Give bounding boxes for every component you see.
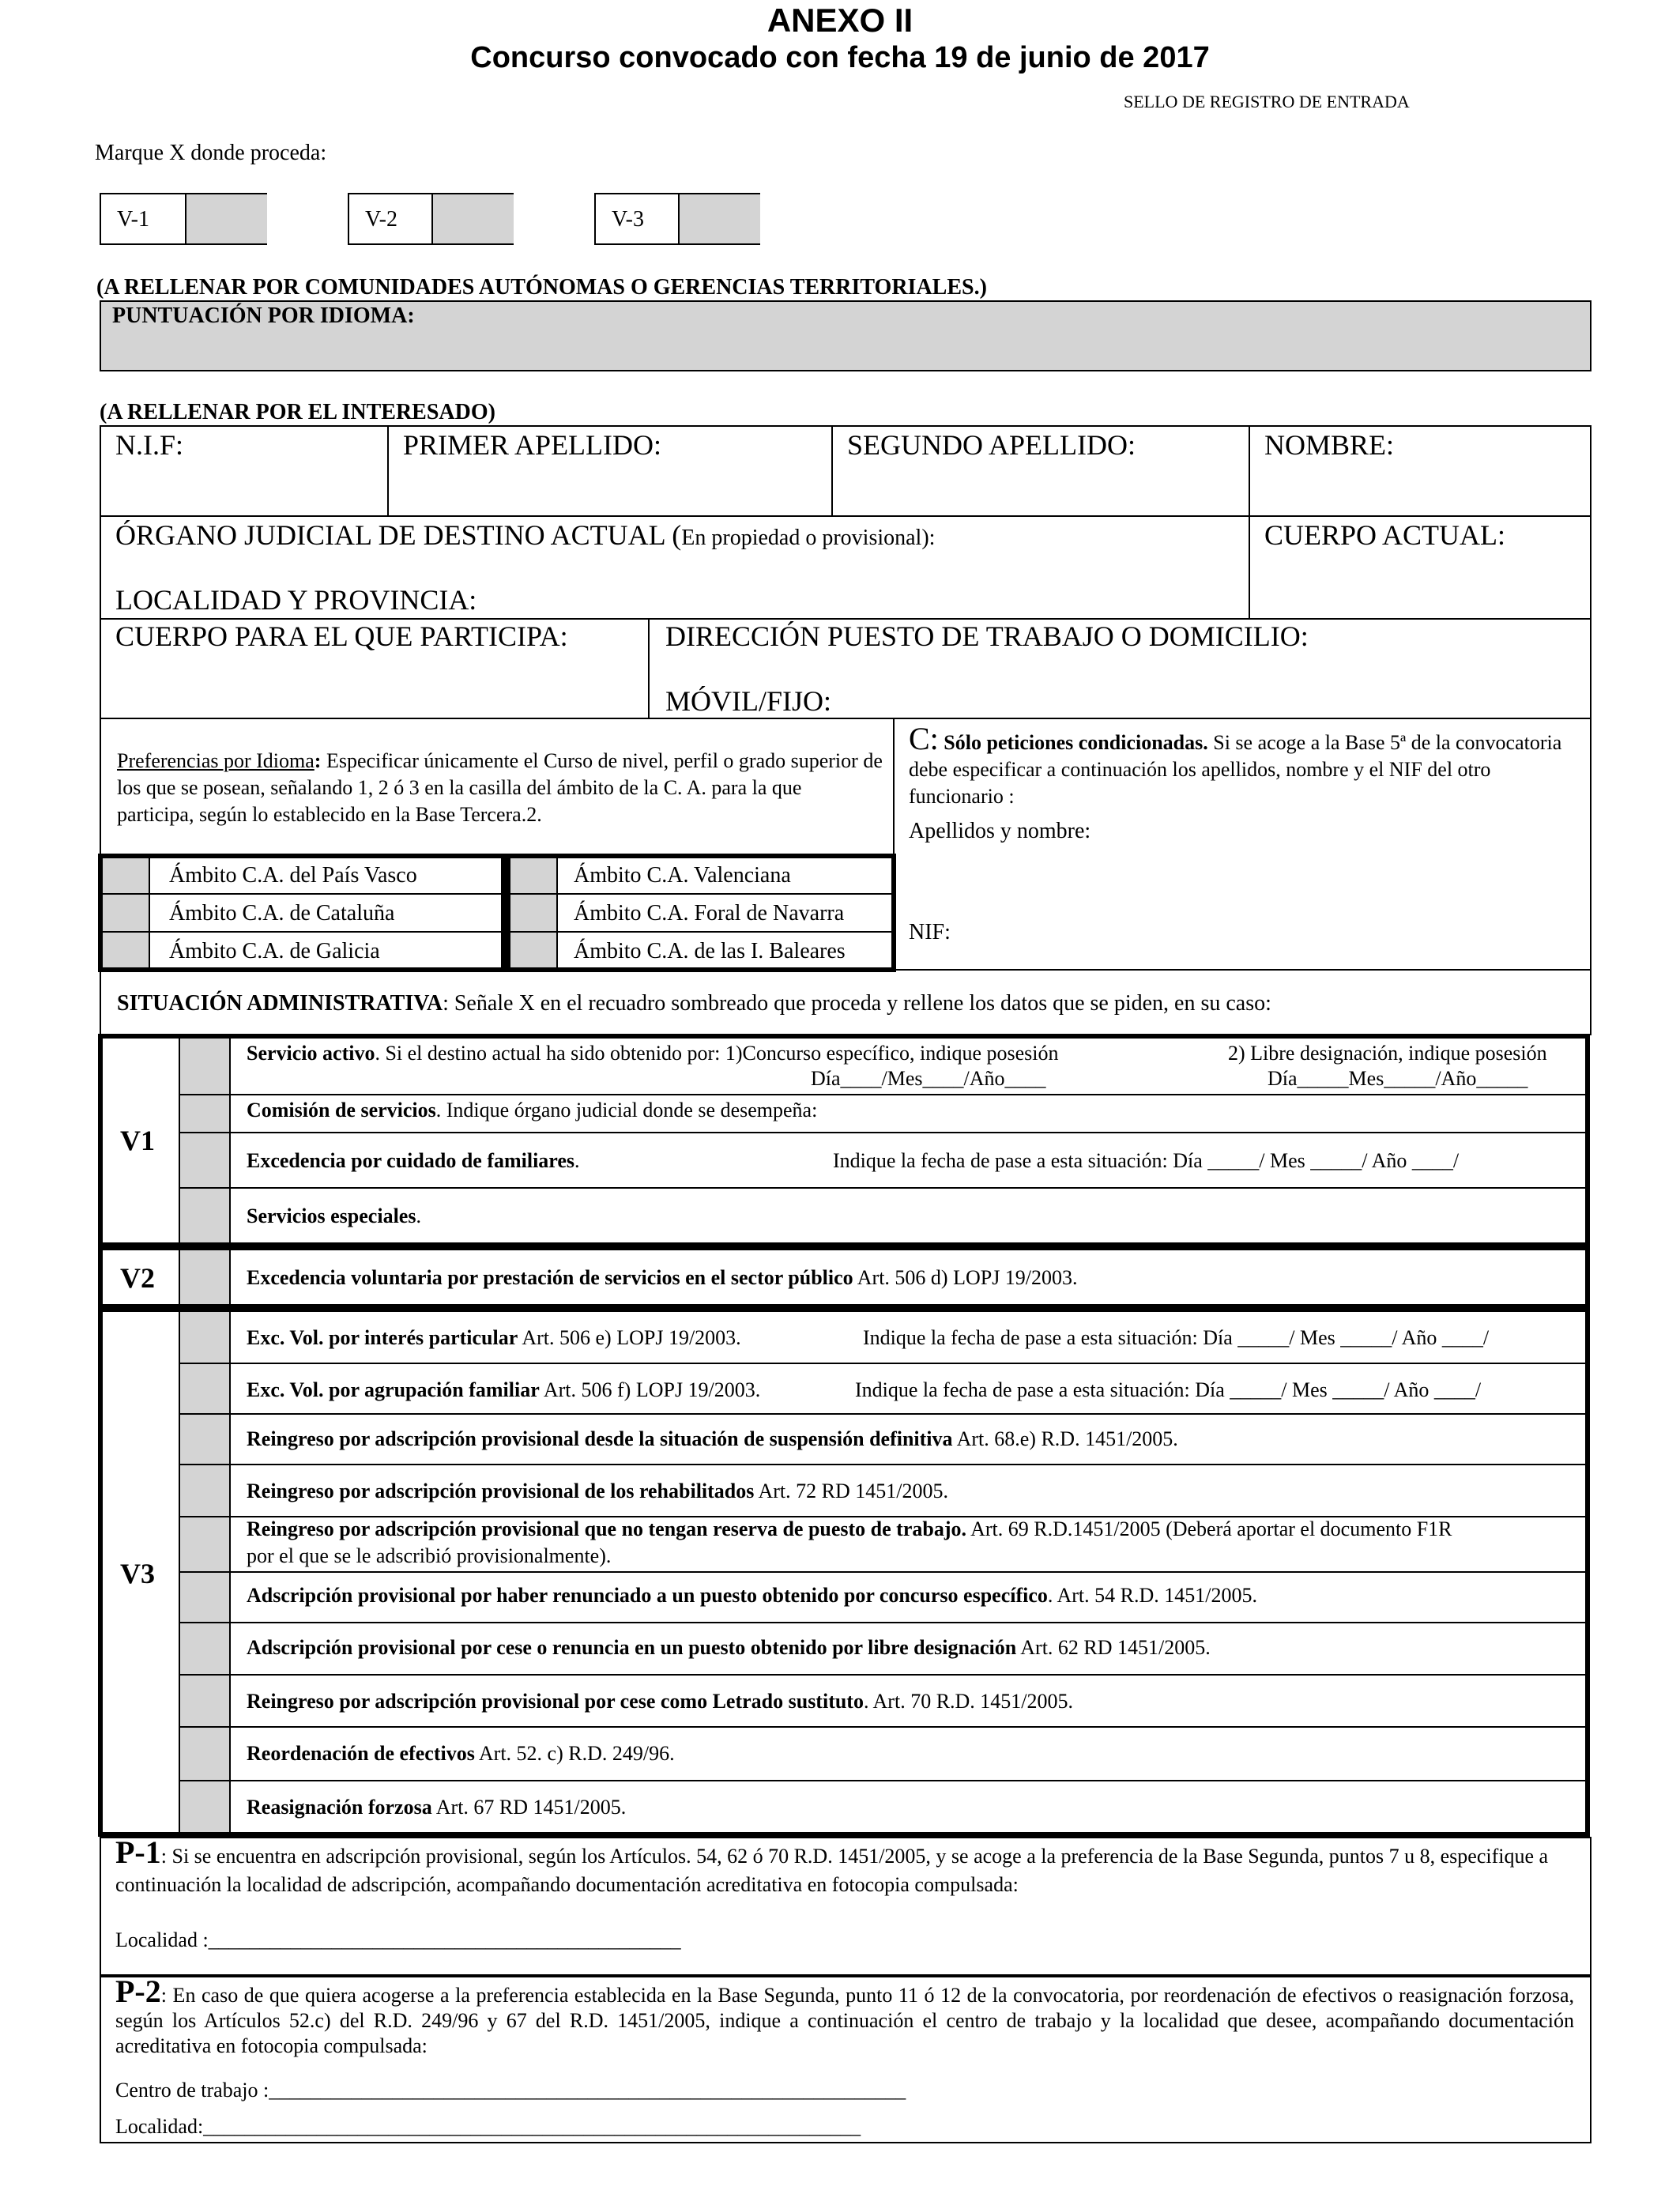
instruction-text: Marque X donde proceda:: [95, 141, 327, 165]
nif-field[interactable]: N.I.F:: [115, 429, 184, 461]
v1-label: V1: [120, 1125, 155, 1156]
language-preferences-description: Especificar únicamente el Curso de nivel, perfil o grado superior de los que se posean, señalando 1, 2 ó 3 en la casilla del ámbito de la C. A. para la que participa, según lo establecido en la Base Tercera.2.: [117, 749, 883, 826]
v3-row-suspension: [247, 1427, 1178, 1451]
v3-row-4-heading: Reingreso por adscripción provisional que no tengan reserva de puesto de trabajo.: [247, 1517, 967, 1540]
language-checkbox-catalonia[interactable]: [103, 895, 149, 931]
v3-row-6-heading: Adscripción provisional por cese o renuncia en un puesto obtenido por libre designación: [247, 1636, 1017, 1659]
v3-row-7-heading: Reingreso por adscripción provisional por cese como Letrado sustituto: [247, 1690, 864, 1713]
conditional-nif-field[interactable]: NIF:: [909, 920, 951, 944]
v3-row-9-description: Art. 67 RD 1451/2005.: [431, 1796, 627, 1819]
language-option-basque: Ámbito C.A. del País Vasco: [169, 863, 417, 888]
v3-row-7-description: . Art. 70 R.D. 1451/2005.: [863, 1690, 1074, 1713]
option-v2-checkbox[interactable]: [431, 194, 514, 243]
language-option-baleares: Ámbito C.A. de las I. Baleares: [574, 939, 846, 963]
v3-row-8-heading: Reordenación de efectivos: [247, 1742, 475, 1765]
v1-active-text: [247, 1042, 1059, 1065]
option-v3[interactable]: [594, 193, 760, 245]
page-subtitle: Concurso convocado con fecha 19 de junio de 2017: [470, 41, 1210, 74]
option-v1-label: V-1: [117, 207, 149, 232]
v2-label: V2: [120, 1262, 155, 1294]
v1-family-leave-date[interactable]: Indique la fecha de pase a esta situación: Día _____/ Mes _____/ Año ____/: [833, 1149, 1460, 1172]
option-v2[interactable]: [348, 193, 514, 245]
p1-label: P-1: [115, 1834, 161, 1870]
organ-label: ÓRGANO JUDICIAL DE DESTINO ACTUAL (: [115, 519, 682, 551]
v3-row-family: [247, 1378, 760, 1402]
p1-locality-field[interactable]: Localidad :______________________________________________: [115, 1928, 681, 1951]
v3-row-2-description: Art. 68.e) R.D. 1451/2005.: [952, 1427, 1178, 1450]
v3-row-5-description: . Art. 54 R.D. 1451/2005.: [1047, 1584, 1257, 1607]
option-v3-checkbox[interactable]: [678, 194, 760, 243]
situation-label: SITUACIÓN ADMINISTRATIVA: [117, 991, 443, 1016]
page-title: ANEXO II: [767, 2, 913, 39]
option-v2-label: V-2: [365, 207, 397, 232]
language-preferences-label: Preferencias por Idioma: [117, 749, 315, 772]
p2-description: : En caso de que quiera acogerse a la preferencia establecida en la Base Segunda, punto 11 ó 12 de la convocatoria, por reordenación de efectivos o reasignación forzosa, según los Artículos 52.c) del R.D. 249/96 y 67 del R.D. 1451/2005, indique a continuación el centro de trabajo y la localidad que desee, acompañando documentación acreditativa en fotocopia compulsada:: [115, 1984, 1574, 2057]
phone-field[interactable]: MÓVIL/FIJO:: [665, 685, 832, 717]
conditional-names-field[interactable]: Apellidos y nombre:: [909, 819, 1091, 843]
v3-row-2-heading: Reingreso por adscripción provisional desde la situación de suspensión definitiva: [247, 1427, 953, 1450]
v3-checkbox-family[interactable]: [180, 1364, 229, 1413]
v1-free-designation-text: 2) Libre designación, indique posesión: [1228, 1042, 1547, 1065]
p2-label: P-2: [115, 1973, 161, 2009]
v1-family-leave-dot: .: [574, 1149, 580, 1172]
v3-row-3-heading: Reingreso por adscripción provisional de los rehabilitados: [247, 1480, 755, 1502]
situation-header: [100, 969, 1591, 1035]
language-checkbox-galicia[interactable]: [103, 933, 149, 967]
situation-description: : Señale X en el recuadro sombreado que proceda y rellene los datos que se piden, en su caso:: [443, 991, 1271, 1016]
v2-text: [247, 1266, 1078, 1290]
address-field[interactable]: DIRECCIÓN PUESTO DE TRABAJO O DOMICILIO:: [665, 620, 1309, 652]
v1-date-contest[interactable]: Día____/Mes____/Año____: [811, 1067, 1046, 1090]
v3-row-no-reserve: [247, 1516, 1479, 1570]
v3-row-0-heading: Exc. Vol. por interés particular: [247, 1326, 518, 1349]
v3-row-reorganisation: [247, 1742, 675, 1766]
entry-stamp-label: SELLO DE REGISTRO DE ENTRADA: [1124, 92, 1410, 111]
conditional-description: Si se acoge a la Base 5ª de la convocatoria debe especificar a continuación los apellidos, nombre y el NIF del otro funcionario :: [909, 731, 1562, 808]
language-checkbox-valencia[interactable]: [510, 858, 556, 893]
v3-row-free-designation: [247, 1636, 1211, 1660]
applicant-heading: (A RELLENAR POR EL INTERESADO): [100, 400, 495, 424]
p2-text: [115, 1973, 1574, 2059]
v1-commission-label: Comisión de servicios: [247, 1099, 436, 1122]
v3-row-6-description: Art. 62 RD 1451/2005.: [1016, 1636, 1211, 1659]
v3-row-personal-interest: [247, 1326, 741, 1350]
v3-family-date[interactable]: Indique la fecha de pase a esta situación: Día _____/ Mes _____/ Año ____/: [855, 1378, 1482, 1401]
v3-row-rehabilitated: [247, 1480, 948, 1503]
v1-family-leave-label: Excedencia por cuidado de familiares: [247, 1149, 575, 1172]
conditional-request-text: [909, 721, 1577, 810]
v3-checkbox-reorganisation[interactable]: [180, 1728, 229, 1780]
language-checkbox-basque[interactable]: [103, 858, 149, 893]
p2-locality-field[interactable]: Localidad:________________________________________________________________: [115, 2115, 861, 2138]
v1-special-services-checkbox[interactable]: [180, 1189, 229, 1242]
first-surname-field[interactable]: PRIMER APELLIDO:: [403, 429, 662, 461]
v3-label: V3: [120, 1558, 155, 1589]
v1-commission-text: [247, 1099, 817, 1122]
v1-special-services-dot: .: [416, 1204, 421, 1227]
v3-checkbox-free-designation[interactable]: [180, 1623, 229, 1674]
language-preferences-colon: :: [314, 749, 322, 772]
language-checkbox-baleares[interactable]: [510, 933, 556, 967]
v3-checkbox-specific-contest[interactable]: [180, 1573, 229, 1622]
v3-checkbox-forced[interactable]: [180, 1781, 229, 1832]
participating-body-field[interactable]: CUERPO PARA EL QUE PARTICIPA:: [115, 620, 568, 652]
v1-active-label: Servicio activo: [247, 1042, 375, 1065]
organ-note: En propiedad o provisional):: [681, 526, 936, 550]
v1-family-leave-checkbox[interactable]: [180, 1133, 229, 1187]
language-score-label: PUNTUACIÓN POR IDIOMA:: [112, 303, 415, 328]
v3-checkbox-suspension[interactable]: [180, 1415, 229, 1464]
v1-commission-description: . Indique órgano judicial donde se desempeña:: [435, 1099, 818, 1122]
v1-commission-checkbox[interactable]: [180, 1095, 229, 1132]
v3-checkbox-substitute[interactable]: [180, 1676, 229, 1726]
v1-special-services-text: [247, 1204, 421, 1228]
v3-checkbox-personal-interest[interactable]: [180, 1314, 229, 1363]
v3-row-3-description: Art. 72 RD 1451/2005.: [754, 1480, 948, 1502]
v1-special-services-label: Servicios especiales: [247, 1204, 416, 1227]
language-option-navarra: Ámbito C.A. Foral de Navarra: [574, 901, 845, 925]
organ-field[interactable]: [115, 518, 935, 552]
locality-field[interactable]: LOCALIDAD Y PROVINCIA:: [115, 584, 477, 616]
p1-description: : Si se encuentra en adscripción provisional, según los Artículos. 54, 62 ó 70 R.D. 1451/2005, y se acoge a la preferencia de la Base Segunda, puntos 7 u 8, especifique a continuación la localidad de adscripción, acompañando documentación acreditativa en fotocopia compulsada:: [115, 1845, 1549, 1896]
option-v1-checkbox[interactable]: [185, 194, 267, 243]
v3-row-forced: [247, 1796, 626, 1819]
v3-personal-interest-date[interactable]: Indique la fecha de pase a esta situación: Día _____/ Mes _____/ Año ____/: [863, 1326, 1490, 1349]
option-v1[interactable]: [100, 193, 267, 245]
option-v3-label: V-3: [612, 207, 644, 232]
language-option-galicia: Ámbito C.A. de Galicia: [169, 939, 380, 963]
v3-checkbox-no-reserve[interactable]: [180, 1517, 229, 1571]
v3-row-substitute: [247, 1690, 1073, 1713]
v3-row-8-description: Art. 52. c) R.D. 249/96.: [474, 1742, 675, 1765]
v1-date-free[interactable]: Día_____Mes_____/Año_____: [1268, 1067, 1528, 1090]
v2-description: Art. 506 d) LOPJ 19/2003.: [853, 1266, 1078, 1289]
v3-checkbox-rehabilitated[interactable]: [180, 1465, 229, 1516]
v1-active-description: . Si el destino actual ha sido obtenido por: 1)Concurso específico, indique posesión: [375, 1042, 1059, 1065]
v3-row-1-heading: Exc. Vol. por agrupación familiar: [247, 1378, 540, 1401]
v3-row-specific-contest: [247, 1584, 1257, 1608]
language-preferences-text: [117, 748, 883, 828]
v2-heading: Excedencia voluntaria por prestación de servicios en el sector público: [247, 1266, 853, 1289]
v3-row-9-heading: Reasignación forzosa: [247, 1796, 432, 1819]
v3-row-0-description: Art. 506 e) LOPJ 19/2003.: [518, 1326, 741, 1349]
v3-row-1-description: Art. 506 f) LOPJ 19/2003.: [539, 1378, 761, 1401]
language-score-field[interactable]: [100, 300, 1591, 371]
v1-family-leave-text: [247, 1149, 580, 1173]
situation-text: [117, 991, 1271, 1016]
language-option-valencia: Ámbito C.A. Valenciana: [574, 863, 791, 888]
language-checkbox-navarra[interactable]: [510, 895, 556, 931]
language-option-catalonia: Ámbito C.A. de Cataluña: [169, 901, 395, 925]
current-body-field[interactable]: CUERPO ACTUAL:: [1264, 519, 1506, 551]
v3-row-4-description: Art. 69 R.D.1451/2005 (Deberá aportar el documento F1R por el que se le adscribió provisionalmente).: [247, 1517, 1452, 1567]
name-field[interactable]: NOMBRE:: [1264, 429, 1395, 461]
p2-center-field[interactable]: Centro de trabajo :______________________________________________________________: [115, 2079, 906, 2102]
v1-active-checkbox[interactable]: [180, 1040, 229, 1094]
conditional-heading: Sólo peticiones condicionadas.: [938, 731, 1208, 754]
v2-checkbox[interactable]: [180, 1250, 229, 1304]
p1-text: [115, 1834, 1577, 1899]
v3-row-5-heading: Adscripción provisional por haber renunciado a un puesto obtenido por concurso específico: [247, 1584, 1048, 1607]
regional-heading: (A RELLENAR POR COMUNIDADES AUTÓNOMAS O GERENCIAS TERRITORIALES.): [96, 275, 987, 300]
conditional-letter: C:: [909, 721, 939, 756]
second-surname-field[interactable]: SEGUNDO APELLIDO:: [847, 429, 1136, 461]
